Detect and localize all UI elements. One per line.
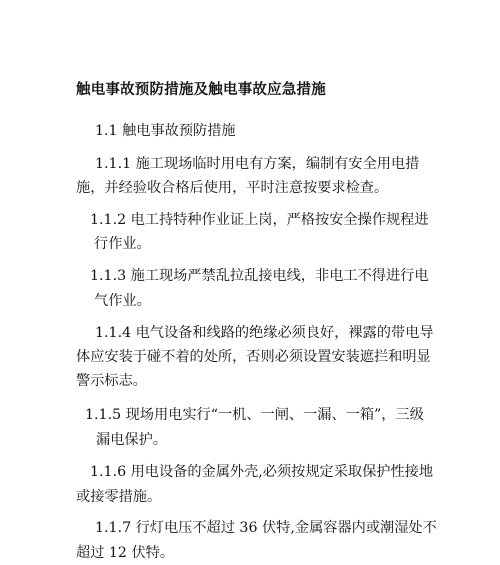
section-heading: 1.1 触电事故预防措施: [95, 123, 236, 139]
item-7-line-1: 1.1.7 行灯电压不超过 36 伏特,金属容器内或潮湿处不: [95, 520, 437, 536]
item-6-line-1: 1.1.6 用电设备的金属外壳,必须按规定采取保护性接地: [90, 464, 434, 480]
item-4-line-2: 体应安装于碰不着的处所，否则必须设置安装遮拦和明显: [76, 349, 431, 365]
item-2-line-1: 1.1.2 电工持特种作业证上岗，严格按安全操作规程进: [90, 212, 429, 228]
item-5-line-1: 1.1.5 现场用电实行“一机、一闸、一漏、一箱”，三级: [85, 407, 424, 423]
document-title: 触电事故预防措施及触电事故应急措施: [76, 81, 326, 98]
item-6-line-2: 或接零措施。: [76, 489, 162, 505]
item-1-line-1: 1.1.1 施工现场临时用电有方案，编制有安全用电措: [95, 156, 420, 172]
item-3-line-2: 气作业。: [94, 293, 151, 309]
item-4-line-1: 1.1.4 电气设备和线路的绝缘必须良好，裸露的带电导: [95, 325, 434, 341]
item-1-line-2: 施，并经验收合格后使用，平时注意按要求检查。: [76, 180, 389, 196]
item-3-line-1: 1.1.3 施工现场严禁乱拉乱接电线，非电工不得进行电: [90, 268, 429, 284]
item-4-line-3: 警示标志。: [76, 373, 147, 389]
item-2-line-2: 行作业。: [94, 236, 151, 252]
item-7-line-2: 超过 12 伏特。: [76, 545, 175, 561]
item-5-line-2: 漏电保护。: [96, 432, 167, 448]
